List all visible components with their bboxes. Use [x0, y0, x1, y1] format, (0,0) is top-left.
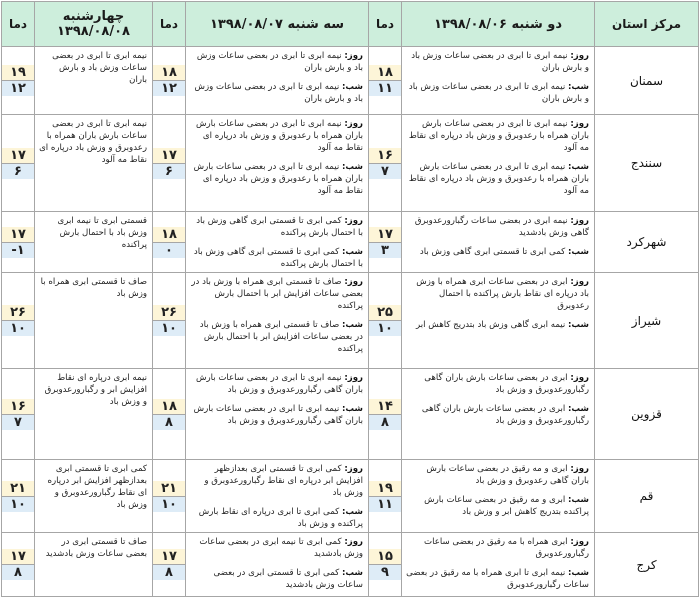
night-label: شب:: [342, 568, 363, 578]
city-name: شهرکرد: [595, 212, 699, 273]
header-temp2: دما: [153, 2, 186, 47]
forecast-day2: [186, 533, 369, 597]
min-temp: ۱-: [2, 243, 34, 258]
night-text: نیمه ابری تا ابری در بعضی ساعات بارش باران همراه با رعدوبرق و وزش باد درپاره ای نقاط مه آلود: [408, 162, 589, 196]
table-row: [2, 115, 699, 212]
table-row: [2, 212, 699, 273]
forecast-day2: [186, 369, 369, 460]
min-temp: ۱۱: [369, 81, 401, 96]
forecast-day2: [186, 460, 369, 533]
day3-text: صاف تا قسمتی ابری همراه با وزش باد: [40, 277, 147, 299]
day-label: روز:: [344, 373, 363, 383]
forecast-day2: [186, 273, 369, 369]
max-temp: ۱۸: [153, 399, 185, 415]
day-label: روز:: [344, 277, 363, 287]
night-text: نیمه ابری تا ابری در بعضی ساعات وزش باد و بارش باران: [194, 82, 363, 104]
max-temp: ۱۸: [153, 65, 185, 81]
temp-day2: [153, 115, 186, 212]
min-temp: ۸: [153, 415, 185, 430]
night-label: شب:: [568, 247, 589, 257]
temp-day3: [2, 533, 35, 597]
min-temp: ۱۰: [2, 321, 34, 336]
temp-day3: [2, 273, 35, 369]
temp-day3: [2, 212, 35, 273]
night-label: شب:: [342, 82, 363, 92]
temp-day2: [153, 533, 186, 597]
forecast-day2: [186, 47, 369, 115]
night-label: شب:: [342, 162, 363, 172]
temp-day3: [2, 47, 35, 115]
temp-day3: [2, 115, 35, 212]
day-text: ابری در بعضی ساعات ابری همراه با وزش باد درپاره ای نقاط بارش پراکنده با احتمال رعدوبرق: [416, 277, 589, 311]
day-text: نیمه ابری در بعضی ساعات رگبارورعدوبرق گاهی وزش بادشدید: [414, 216, 589, 238]
min-temp: ۱۰: [153, 497, 185, 512]
header-city: مرکز استان: [595, 2, 699, 47]
min-temp: ۱۱: [369, 497, 401, 512]
night-label: شب:: [568, 404, 589, 414]
day-label: روز:: [570, 51, 589, 61]
night-label: شب:: [568, 495, 589, 505]
min-temp: ۷: [369, 164, 401, 179]
forecast-day2: [186, 115, 369, 212]
night-label: شب:: [568, 568, 589, 578]
forecast-day3: [35, 369, 153, 460]
day-text: ابری در بعضی ساعات بارش باران گاهی رگبارورعدوبرق و وزش باد: [424, 373, 589, 395]
day-text: نیمه ابری تا ابری در بعضی ساعات بارش باران همراه با رعدوبرق و وزش باد درپاره ای نقاط مه آلود: [195, 119, 363, 153]
day-text: ابری همراه با مه رقیق در بعضی ساعات رگبارورعدوبرق: [424, 537, 589, 559]
min-temp: ۳: [369, 243, 401, 258]
day-text: کمی ابری تا قسمتی ابری بعدازظهر افزایش ابر درپاره ای نقاط رگبارورعدوبرق و وزش باد: [204, 464, 363, 498]
night-text: کمی ابری تا قسمتی ابری در بعضی ساعات وزش بادشدید: [213, 568, 363, 590]
max-temp: ۱۹: [369, 481, 401, 497]
max-temp: ۱۷: [369, 227, 401, 243]
day-label: روز:: [344, 464, 363, 474]
forecast-day3: [35, 273, 153, 369]
max-temp: ۱۷: [153, 148, 185, 164]
max-temp: ۱۷: [153, 549, 185, 565]
forecast-day1: [402, 273, 595, 369]
min-temp: ۱۰: [153, 321, 185, 336]
city-name: سنندج: [595, 115, 699, 212]
night-label: شب:: [342, 320, 363, 330]
day-label: روز:: [570, 373, 589, 383]
night-label: شب:: [568, 162, 589, 172]
day-label: روز:: [570, 119, 589, 129]
day-text: کمی ابری تا قسمتی ابری گاهی وزش باد با احتمال بارش پراکنده: [196, 216, 363, 238]
day-text: کمی ابری تا نیمه ابری در بعضی ساعات وزش بادشدید: [199, 537, 363, 559]
city-name: کرج: [595, 533, 699, 597]
max-temp: ۱۶: [2, 399, 34, 415]
temp-day2: [153, 212, 186, 273]
night-label: شب:: [342, 247, 363, 257]
temp-day1: [369, 460, 402, 533]
forecast-day1: [402, 115, 595, 212]
day3-text: نیمه ابری تا ابری در بعضی ساعات بارش باران همراه با رعدوبرق و وزش باد درپاره ای نقاط مه آلود: [39, 119, 147, 165]
forecast-day3: [35, 115, 153, 212]
max-temp: ۱۶: [369, 148, 401, 164]
day-label: روز:: [570, 277, 589, 287]
night-label: شب:: [568, 320, 589, 330]
temp-day3: [2, 460, 35, 533]
max-temp: ۱۷: [2, 549, 34, 565]
day-text: نیمه ابری تا ابری در بعضی ساعات بارش باران گاهی رگبارورعدوبرق و وزش باد: [195, 373, 363, 395]
city-name: شیراز: [595, 273, 699, 369]
temp-day1: [369, 115, 402, 212]
night-text: کمی ابری تا قسمتی ابری گاهی وزش باد با احتمال بارش پراکنده: [193, 247, 363, 269]
min-temp: ۶: [2, 164, 34, 179]
min-temp: ۸: [369, 415, 401, 430]
forecast-day1: [402, 212, 595, 273]
night-text: کمی ابری تا قسمتی ابری گاهی وزش باد: [419, 247, 568, 257]
min-temp: ۹: [369, 565, 401, 580]
night-text: نیمه ابری تا ابری همراه با مه رقیق در بعضی ساعات رگبارورعدوبرق: [406, 568, 589, 590]
temp-day1: [369, 47, 402, 115]
forecast-day3: [35, 460, 153, 533]
temp-day2: [153, 273, 186, 369]
day3-text: صاف تا قسمتی ابری در بعضی ساعات وزش بادشدید: [45, 537, 147, 559]
day-text: نیمه ابری تا ابری در بعضی ساعات بارش باران همراه با رعدوبرق و وزش باد درپاره ای نقاط مه آلود: [408, 119, 589, 153]
min-temp: ۱۲: [2, 81, 34, 96]
header-day1: دو شنبه ۱۳۹۸/۰۸/۰۶: [402, 2, 595, 47]
forecast-day1: [402, 369, 595, 460]
min-temp: ۸: [153, 565, 185, 580]
night-text: نیمه ابری تا ابری در بعضی ساعات بارش باران همراه با رعدوبرق و وزش باد درپاره ای نقاط مه آلود: [193, 162, 363, 196]
max-temp: ۲۶: [2, 305, 34, 321]
temp-day1: [369, 212, 402, 273]
max-temp: ۲۵: [369, 305, 401, 321]
max-temp: ۱۷: [2, 148, 34, 164]
min-temp: ۶: [153, 164, 185, 179]
max-temp: ۲۱: [153, 481, 185, 497]
forecast-day1: [402, 460, 595, 533]
day3-text: کمی ابری تا قسمتی ابری بعدازظهر افزایش ابر درپاره ای نقاط رگبارورعدوبرق و وزش باد: [47, 464, 147, 510]
forecast-day1: [402, 533, 595, 597]
weather-forecast-table: [1, 1, 699, 597]
night-text: نیمه ابری گاهی وزش باد بتدریج کاهش ابر: [416, 320, 568, 330]
table-row: [2, 533, 699, 597]
max-temp: ۲۶: [153, 305, 185, 321]
min-temp: ۱۲: [153, 81, 185, 96]
city-name: قم: [595, 460, 699, 533]
night-label: شب:: [568, 82, 589, 92]
min-temp: ۸: [2, 565, 34, 580]
header-temp3: دما: [2, 2, 35, 47]
forecast-day3: [35, 533, 153, 597]
night-text: نیمه ابری تا ابری در بعضی ساعات وزش باد و بارش باران: [408, 82, 589, 104]
day-text: ابری و مه رقیق در بعضی ساعات بارش باران گاهی رعدوبرق و وزش باد: [426, 464, 589, 486]
max-temp: ۱۸: [369, 65, 401, 81]
temp-day1: [369, 533, 402, 597]
max-temp: ۱۴: [369, 399, 401, 415]
night-label: شب:: [342, 507, 363, 517]
table-row: [2, 460, 699, 533]
forecast-day3: [35, 212, 153, 273]
day-text: نیمه ابری تا ابری در بعضی ساعات وزش باد و بارش باران: [411, 51, 589, 73]
min-temp: ۰: [153, 243, 185, 258]
max-temp: ۱۹: [2, 65, 34, 81]
day3-text: قسمتی ابری تا نیمه ابری وزش باد با احتمال بارش پراکنده: [57, 216, 147, 250]
day-label: روز:: [570, 537, 589, 547]
temp-day2: [153, 47, 186, 115]
day3-text: نیمه ابری تا ابری در بعضی ساعات وزش باد و بارش باران: [52, 51, 147, 85]
forecast-day2: [186, 212, 369, 273]
max-temp: ۱۵: [369, 549, 401, 565]
max-temp: ۱۷: [2, 227, 34, 243]
min-temp: ۷: [2, 415, 34, 430]
header-row: [2, 2, 699, 47]
temp-day2: [153, 369, 186, 460]
header-day2: سه شنبه ۱۳۹۸/۰۸/۰۷: [186, 2, 369, 47]
header-temp1: دما: [369, 2, 402, 47]
temp-day1: [369, 273, 402, 369]
min-temp: ۱۰: [369, 321, 401, 336]
forecast-day3: [35, 47, 153, 115]
night-text: کمی ابری تا ابری درپاره ای نقاط بارش پراکنده و وزش باد: [198, 507, 363, 529]
forecast-day1: [402, 47, 595, 115]
night-text: صاف تا قسمتی ابری همراه با وزش باد در بعضی ساعات افزایش ابر با احتمال بارش پراکنده: [199, 320, 363, 354]
max-temp: ۲۱: [2, 481, 34, 497]
city-name: قزوین: [595, 369, 699, 460]
night-label: شب:: [342, 404, 363, 414]
max-temp: ۱۸: [153, 227, 185, 243]
temp-day2: [153, 460, 186, 533]
table-row: [2, 47, 699, 115]
temp-day3: [2, 369, 35, 460]
night-text: نیمه ابری تا ابری در بعضی ساعات بارش باران گاهی رگبارورعدوبرق و وزش باد: [193, 404, 363, 426]
temp-day1: [369, 369, 402, 460]
day-label: روز:: [570, 464, 589, 474]
day-label: روز:: [344, 537, 363, 547]
day-label: روز:: [344, 119, 363, 129]
city-name: سمنان: [595, 47, 699, 115]
day-label: روز:: [344, 51, 363, 61]
table-row: [2, 273, 699, 369]
table-row: [2, 369, 699, 460]
day-label: روز:: [344, 216, 363, 226]
header-day3: چهارشنبه ۱۳۹۸/۰۸/۰۸: [35, 2, 153, 47]
min-temp: ۱۰: [2, 497, 34, 512]
day-text: صاف تا قسمتی ابری همراه با وزش باد در بعضی ساعات افزایش ابر با احتمال بارش پراکنده: [191, 277, 363, 311]
day-label: روز:: [570, 216, 589, 226]
night-text: ابری و مه رقیق در بعضی ساعات بارش پراکنده بتدریج کاهش ابر و وزش باد: [424, 495, 589, 517]
day-text: نیمه ابری تا ابری در بعضی ساعات وزش باد و بارش باران: [196, 51, 363, 73]
night-text: ابری در بعضی ساعات بارش باران گاهی رگبارورعدوبرق و وزش باد: [421, 404, 589, 426]
day3-text: نیمه ابری درپاره ای نقاط افزایش ابر و رگبارورعدوبرق و وزش باد: [44, 373, 147, 407]
